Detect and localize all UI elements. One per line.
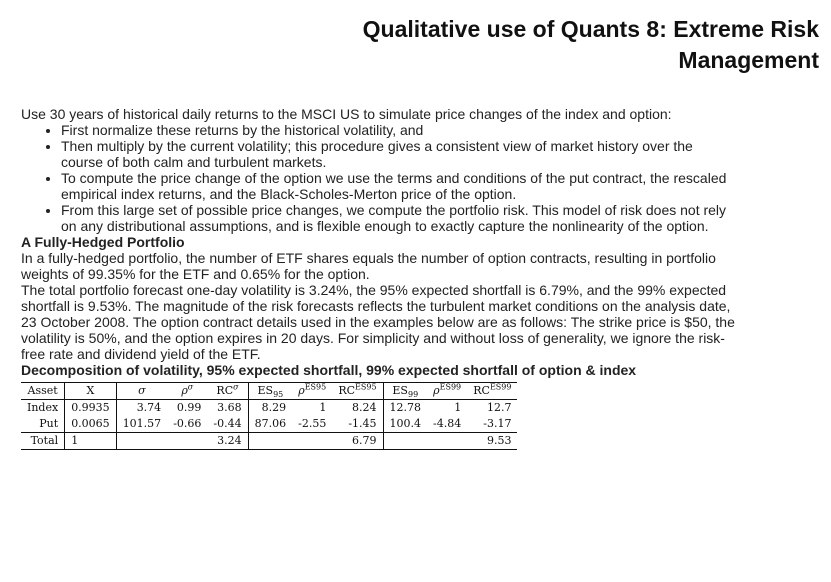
table-header-row	[21, 383, 517, 400]
cell-es99: 12.78	[389, 401, 422, 414]
page-title: Qualitative use of Quants 8: Extreme Risk Management	[362, 16, 819, 73]
bullet-item: • First normalize these returns by the historical volatility, and	[61, 122, 736, 138]
intro-text: Use 30 years of historical daily returns to the MSCI US to simulate price changes of the index and option:	[21, 106, 672, 122]
cell-empty	[167, 433, 207, 450]
cell-empty	[292, 433, 332, 450]
cell-x: 0.9935	[65, 400, 117, 417]
decomposition-table	[21, 382, 517, 450]
header-sigma: σ	[116, 383, 167, 400]
cell-asset: Total	[21, 433, 65, 450]
header-x: X	[65, 383, 117, 400]
cell-rc: 3.68	[207, 400, 248, 417]
header-rho-sigma: $\rho^\sigma$	[167, 383, 207, 400]
cell-rc: -0.44	[207, 416, 248, 433]
cell-rho-es95: 1	[319, 401, 327, 414]
cell-rho: -0.66	[173, 417, 202, 430]
header-rc-es99: $RC^{ES99}$	[467, 383, 517, 400]
table-total-row	[21, 433, 517, 450]
header-rc-es95: $RC^{ES95}$	[332, 383, 383, 400]
paragraph-risk: The total portfolio forecast one-day volatility is 3.24%, the 95% expected shortfall is 6.79%, and the 99% expected shortfall is 9.53%. The magnitude of the risk forecasts reflects the turbulent market conditions on the analysis date, 23 October 2008. The option contract details used in the examples below are as follows: The strike price is $50, the volatility is 50%, and the option expires in 20 days. For simplicity and without loss of generality, we ignore the risk-free rate and dividend yield of the ETF.	[21, 282, 735, 362]
bullet-list	[21, 122, 736, 234]
cell-es95: 87.06	[254, 417, 287, 430]
cell-rho-es99: -4.84	[433, 417, 462, 430]
cell-rc-es99: 12.7	[486, 401, 512, 414]
section-heading: A Fully-Hedged Portfolio	[21, 234, 185, 250]
cell-empty	[116, 433, 167, 450]
cell-empty	[248, 433, 292, 450]
header-rho-es99: $\rho^{ES99}$	[427, 383, 467, 400]
cell-x: 0.0065	[65, 416, 117, 433]
cell-rho: 0.99	[176, 401, 202, 414]
header-asset: Asset	[21, 383, 65, 400]
bullet-item: • From this large set of possible price changes, we compute the portfolio risk. This model of risk does not rely on any distributional assumptions, and is flexible enough to exactly capture the nonlinearity of the option.	[61, 202, 736, 234]
cell-rc-es95: -1.45	[332, 416, 383, 433]
cell-rc-es95: 6.79	[332, 433, 383, 450]
cell-asset: Index	[21, 400, 65, 417]
cell-rc-es99: -3.17	[483, 417, 512, 430]
cell-rho-es95: -2.55	[298, 417, 327, 430]
header-es99: $ES_{99}$	[383, 383, 427, 400]
header-rc-sigma: $RC^\sigma$	[207, 383, 248, 400]
slide-body	[21, 106, 736, 450]
header-es95: $ES_{95}$	[248, 383, 292, 400]
table-row	[21, 416, 517, 433]
cell-rho-es99: 1	[454, 401, 462, 414]
cell-sigma: 3.74	[136, 401, 162, 414]
cell-x: 1	[65, 433, 117, 450]
cell-empty	[427, 433, 467, 450]
cell-rc: 3.24	[207, 433, 248, 450]
paragraph-weights: In a fully-hedged portfolio, the number of ETF shares equals the number of option contracts, resulting in portfolio weights of 99.35% for the ETF and 0.65% for the option.	[21, 250, 716, 282]
cell-es95: 8.29	[261, 401, 287, 414]
cell-sigma: 101.57	[122, 417, 162, 430]
table-row	[21, 400, 517, 417]
cell-rc-es99: 9.53	[467, 433, 517, 450]
cell-es99: 100.4	[389, 417, 422, 430]
table-caption: Decomposition of volatility, 95% expected shortfall, 99% expected shortfall of option & index	[21, 362, 637, 378]
bullet-item: • Then multiply by the current volatility; this procedure gives a consistent view of market history over the course of both calm and turbulent markets.	[61, 138, 736, 170]
cell-asset: Put	[21, 416, 65, 433]
header-rho-es95: $\rho^{ES95}$	[292, 383, 332, 400]
bullet-item: • To compute the price change of the option we use the terms and conditions of the put contract, the rescaled empirical index returns, and the Black-Scholes-Merton price of the option.	[61, 170, 736, 202]
cell-rc-es95: 8.24	[332, 400, 383, 417]
cell-empty	[383, 433, 427, 450]
